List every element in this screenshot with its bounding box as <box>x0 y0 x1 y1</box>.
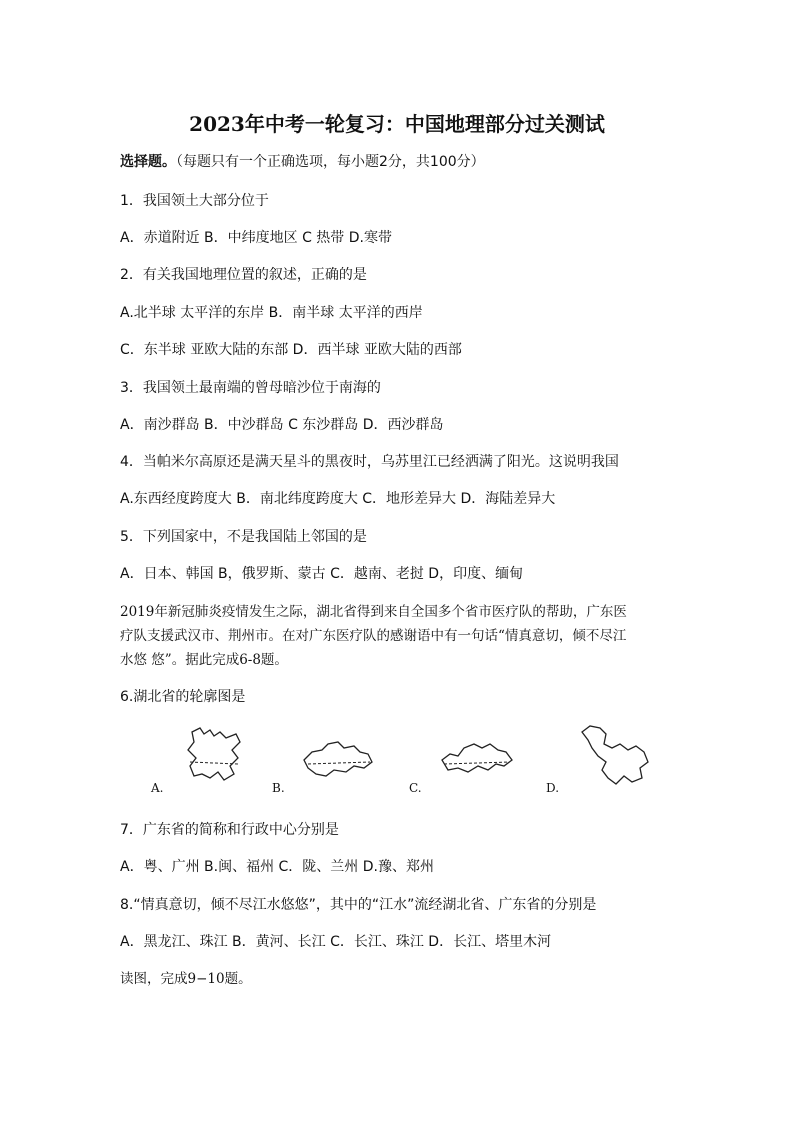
q2-stem: 2．有关我国地理位置的叙述，正确的是 <box>120 267 367 283</box>
q1-options: A．赤道附近 B．中纬度地区 C 热带 D.寒带 <box>120 230 392 246</box>
map-label-a: A. <box>151 781 164 795</box>
q7-options: A．粤、广州 B.闽、福州 C．陇、兰州 D.豫、郑州 <box>120 859 434 875</box>
q5-options: A．日本、韩国 B，俄罗斯、蒙古 C．越南、老挝 D，印度、缅甸 <box>120 566 524 582</box>
map-outline-a <box>180 724 250 786</box>
section-note: （每题只有一个正确选项，每小题2分，共100分） <box>176 154 485 170</box>
passage-line-1: 2019年新冠肺炎疫情发生之际，湖北省得到来自全国多个省市医疗队的帮助，广东医 <box>120 604 627 620</box>
map-outline-d <box>576 722 654 790</box>
page-title: 2023年中考一轮复习：中国地理部分过关测试 <box>189 112 605 136</box>
q2-options-b: C．东半球 亚欧大陆的东部 D．西半球 亚欧大陆的西部 <box>120 342 462 358</box>
q5-stem: 5．下列国家中，不是我国陆上邻国的是 <box>120 529 367 545</box>
q7-stem: 7．广东省的简称和行政中心分别是 <box>120 822 339 838</box>
section-label: 选择题。 <box>120 154 176 170</box>
map-label-b: B. <box>272 781 285 795</box>
map-label-c: C. <box>409 781 422 795</box>
q1-stem: 1．我国领土大部分位于 <box>120 193 269 209</box>
map-outline-b <box>298 738 378 782</box>
section-header <box>120 153 485 171</box>
q3-options: A．南沙群岛 B．中沙群岛 C 东沙群岛 D．西沙群岛 <box>120 417 444 433</box>
passage-line-3: 水悠 悠”。据此完成6-8题。 <box>120 652 288 668</box>
q8-stem: 8.“情真意切，倾不尽江水悠悠”，其中的“江水”流经湖北省、广东省的分别是 <box>120 897 597 913</box>
map-outline-c <box>438 736 516 778</box>
q2-options-a: A.北半球 太平洋的东岸 B．南半球 太平洋的西岸 <box>120 305 423 321</box>
q4-options: A.东西经度跨度大 B．南北纬度跨度大 C．地形差异大 D．海陆差异大 <box>120 491 556 507</box>
q4-stem: 4．当帕米尔高原还是满天星斗的黑夜时，乌苏里江已经洒满了阳光。这说明我国 <box>120 454 619 470</box>
q8-options: A．黑龙江、珠江 B．黄河、长江 C．长江、珠江 D．长江、塔里木河 <box>120 934 552 950</box>
q6-stem: 6.湖北省的轮廓图是 <box>120 689 246 705</box>
map-label-d: D. <box>546 781 560 795</box>
tail-instruction: 读图，完成9−10题。 <box>120 971 252 987</box>
q3-stem: 3．我国领土最南端的曾母暗沙位于南海的 <box>120 380 381 396</box>
passage-line-2: 疗队支援武汉市、荆州市。在对广东医疗队的感谢语中有一句话“情真意切，倾不尽江 <box>120 628 627 644</box>
